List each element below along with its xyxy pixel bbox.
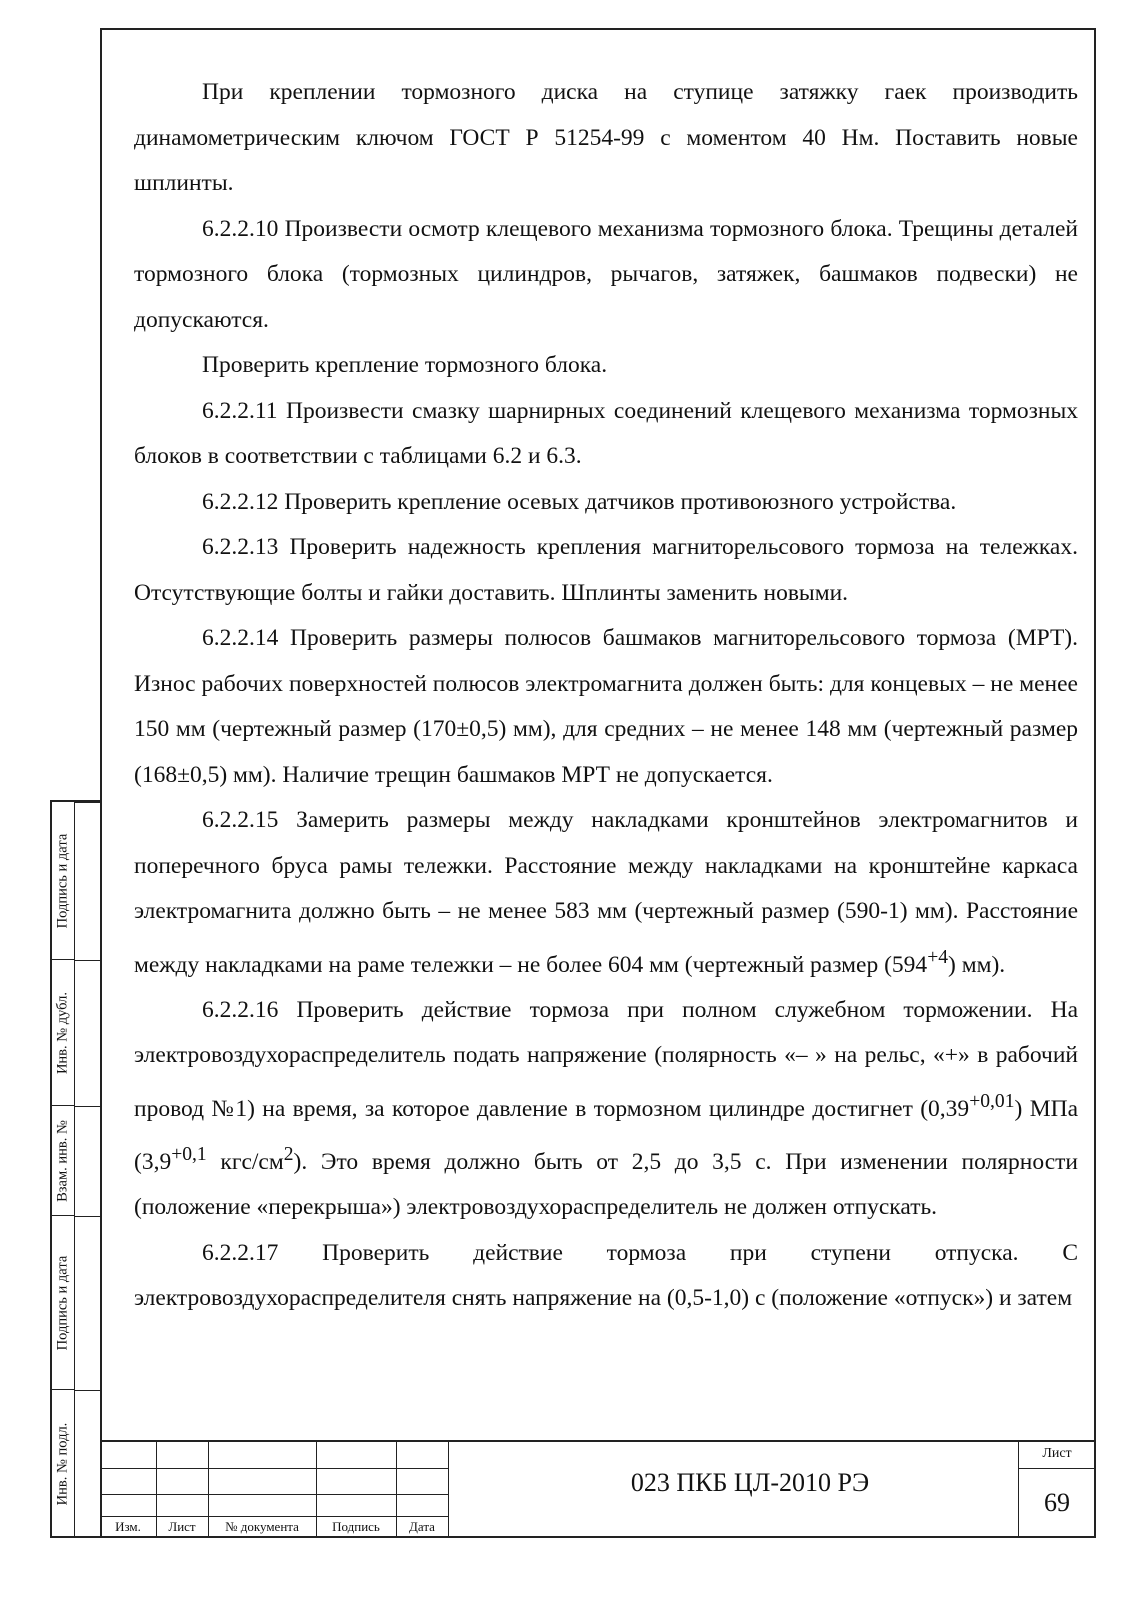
paragraph: 6.2.2.17 Проверить действие тормоза при ступени отпуска. С электровоздухораспределителя снять напряжение на (0,5-1,0) с (положение «отпуск») и затем (134, 1239, 1078, 1312)
stamp-col-change: Изм. (115, 1519, 141, 1534)
paragraph-text: 6.2.2.16 Проверить действие тормоза при полном служебном торможении. На электровоздухораспределитель подать напряжение (полярность «– » на рельс, «+» в рабочий провод №1) на время, за которое давление в тормозном цилиндре достигнет (0,39 (134, 996, 1078, 1122)
side-label: Подпись и дата (54, 1255, 71, 1350)
superscript: 2 (283, 1144, 294, 1166)
side-cell-dup-inv (52, 960, 74, 1106)
stamp-col-date: Дата (409, 1519, 435, 1534)
document-body (134, 70, 1078, 1322)
side-cell-signature-1 (52, 802, 74, 960)
side-line (74, 1390, 100, 1391)
stamp-col-sheet: Лист (168, 1519, 196, 1534)
side-cell-signature-2 (52, 1216, 74, 1390)
side-line (74, 1216, 100, 1217)
paragraph: 6.2.2.14 Проверить размеры полюсов башмаков магниторельсового тормоза (МРТ). Износ рабочих поверхностей полюсов электромагнита должен быть: для концевых – не менее 150 мм (чертежный размер (170±0,5) мм), для средних – не менее 148 мм (чертежный размер (168±0,5) мм). Наличие трещин башмаков МРТ не допускается. (134, 625, 1078, 788)
paragraph: Проверить крепление тормозного блока. (202, 352, 608, 378)
side-label: Подпись и дата (54, 833, 71, 928)
superscript: +0,01 (969, 1090, 1015, 1112)
side-line (74, 960, 100, 961)
sheet-label: Лист (1042, 1446, 1072, 1461)
paragraph: 6.2.2.12 Проверить крепление осевых датчиков противоюзного устройства. (202, 488, 957, 515)
paragraph: 6.2.2.13 Проверить надежность крепления магниторельсового тормоза на тележках. Отсутствующие болты и гайки доставить. Шплинты заменить новыми. (134, 534, 1078, 606)
paragraph (134, 988, 1078, 1231)
side-label: Инв. № подл. (54, 1422, 71, 1506)
stamp-line (448, 1442, 449, 1538)
stamp-line (100, 1494, 448, 1495)
superscript: +0,1 (171, 1144, 207, 1166)
stamp-col-doc: № документа (225, 1519, 299, 1534)
side-label: Инв. № дубл. (54, 991, 71, 1074)
superscript: +4 (927, 946, 949, 968)
side-cell-orig-inv (52, 1390, 74, 1538)
side-line (74, 802, 100, 803)
side-cell-replace-inv (52, 1106, 74, 1216)
paragraph-text: ). Это время должно быть от 2,5 до 3,5 с. При изменении полярности (положение «перекрыша») электровоздухораспределитель не должен отпускать. (134, 1148, 1078, 1221)
paragraph-text: ) МПа (3,9 (134, 1095, 1078, 1175)
paragraph-text: кгс/см (206, 1148, 284, 1175)
stamp-line (100, 1468, 448, 1469)
side-label: Взам. инв. № (54, 1119, 71, 1202)
side-divider (74, 802, 75, 1536)
paragraph: При креплении тормозного диска на ступице затяжку гаек производить динамометрическим ключом ГОСТ Р 51254-99 с моментом 40 Нм. Поставить новые шплинты. (134, 79, 1078, 196)
sheet-number: 69 (1044, 1488, 1070, 1517)
stamp-line (100, 1516, 448, 1517)
stamp-col-sign: Подпись (332, 1519, 380, 1534)
paragraph (134, 798, 1078, 988)
document-number: 023 ПКБ ЦЛ-2010 РЭ (630, 1468, 870, 1497)
paragraph-text: 6.2.2.15 Замерить размеры между накладками кронштейнов электромагнитов и поперечного бруса рамы тележки. Расстояние между накладками на кронштейне каркаса электромагнита должно быть – не менее 583 мм (чертежный размер (590-1) мм). Расстояние между накладками на раме тележки – не более 604 мм (чертежный размер (594 (134, 807, 1078, 978)
paragraph: 6.2.2.11 Произвести смазку шарнирных соединений клещевого механизма тормозных блоков в соответствии с таблицами 6.2 и 6.3. (134, 397, 1078, 469)
side-strip (50, 800, 100, 1538)
title-block (100, 1440, 1096, 1538)
paragraph-text: ) мм). (948, 951, 1006, 978)
paragraph: 6.2.2.10 Произвести осмотр клещевого механизма тормозного блока. Трещины деталей тормозного блока (тормозных цилиндров, рычагов, затяжек, башмаков подвески) не допускаются. (134, 215, 1078, 333)
side-line (74, 1106, 100, 1107)
